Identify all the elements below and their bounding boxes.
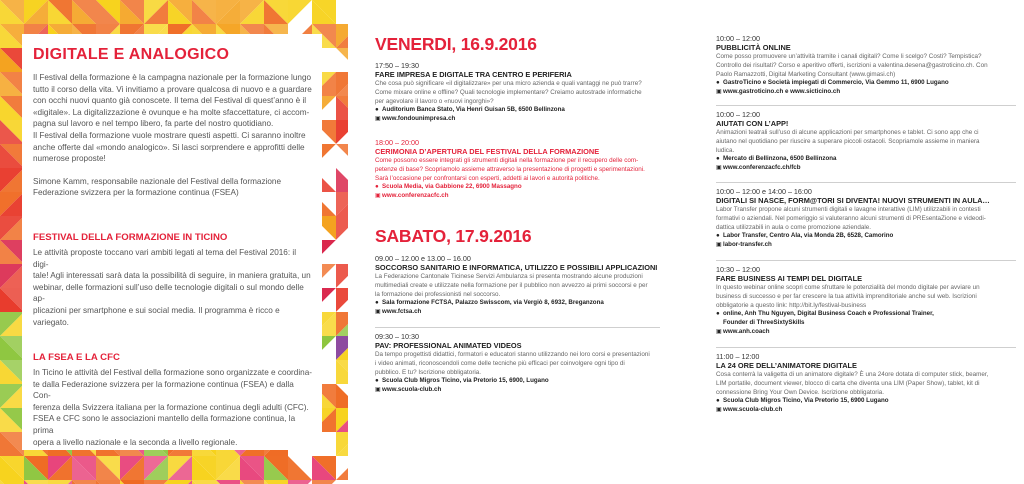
event-title: SOCCORSO SANITARIO E INFORMATICA, UTILIZZO E POSSIBILI APPLICAZIONI xyxy=(375,263,658,272)
event-time: 10:30 – 12:00 xyxy=(716,265,760,274)
triangle-tile xyxy=(216,480,240,484)
event-web[interactable]: www.gastroticino.ch e www.sicticino.ch xyxy=(723,87,841,95)
event-desc: Cosa conterrà la valigetta di un animatore digitale? È una 24ore dotata di computer stick, beamer, xyxy=(716,371,989,378)
event-title: PAV: PROFESSIONAL ANIMATED VIDEOS xyxy=(375,341,522,350)
program-column-right xyxy=(716,34,1016,454)
event-desc: In questo webinar online scopri come sfruttare le potenzialità del mondo digitale per avviare un xyxy=(716,284,980,291)
event-time: 17:50 – 19:30 xyxy=(375,61,419,70)
friday-title: VENERDI, 16.9.2016 xyxy=(375,34,537,54)
event-web[interactable]: www.scuola-club.ch xyxy=(382,385,442,393)
web-link-icon: ▣ xyxy=(375,307,381,315)
saturday-title: SABATO, 17.9.2016 xyxy=(375,226,532,246)
triangle-tile xyxy=(264,480,288,484)
event-title: AIUTATI CON L’APP! xyxy=(716,119,789,128)
event-place: Scuola Club Migros Ticino, Via Pretorio 15, 6900 Lugano xyxy=(723,397,889,405)
event-web[interactable]: www.anh.coach xyxy=(723,327,770,335)
ticino-text xyxy=(33,247,312,328)
ticino-line: tale! Agli interessati sarà data la possibilità di seguire, in maniera gratuita, un xyxy=(33,271,311,281)
signature-line: Simone Kamm, responsabile nazionale del Festival della formazione xyxy=(33,176,282,186)
event-desc: aiutano nel quotidiano per riuscire a superare piccoli ostacoli. Scopriamole assieme in maniera xyxy=(716,137,980,145)
event-cerimonia xyxy=(375,138,660,201)
triangle-tile xyxy=(312,480,336,484)
web-link-icon: ▣ xyxy=(375,191,381,199)
event-web[interactable]: www.conferenzacfc.ch/fcb xyxy=(723,163,801,171)
web-link-icon: ▣ xyxy=(375,385,381,393)
event-desc: La Federazione Cantonale Ticinese Servizi Ambulanza si presenta mostrando alcune produzioni xyxy=(375,273,643,280)
event-web-link[interactable] xyxy=(375,192,660,201)
event-desc: formativi o aziendali. Nel pomeriggio si valuteranno alcuni strumenti di PREsentaZione e videodi- xyxy=(716,214,986,222)
event-place-extra: Founder di ThreeSixtySkills xyxy=(723,318,805,326)
event-desc: Come mixare online e offline? Quali tecnologie implementare? Creiamo autostrade informatiche xyxy=(375,88,642,96)
page-title: DIGITALE E ANALOGICO xyxy=(33,46,230,63)
event-desc: Labor Transfer propone alcuni strumenti digitali e lavagne interattive (LIM) utilizzabili in contesti xyxy=(716,206,981,213)
event-desc: multimediali create e utilizzate nella formazione per il pubblico non avvezzo ai primi soccorsi e per xyxy=(375,281,648,289)
event-title: FARE BUSINESS AI TEMPI DEL DIGITALE xyxy=(716,274,863,283)
event-web[interactable]: www.fondounimpresa.ch xyxy=(382,114,456,122)
location-pin-icon: ● xyxy=(375,106,379,114)
event-place: GastroTicino e Società impiegati di Commercio, Via Gemmo 11, 6900 Lugano xyxy=(723,79,949,87)
intro-line: «digitale». La digitalizzazione è ovunque e ha molte sfaccettature, ci accom- xyxy=(33,107,310,117)
event-pav xyxy=(375,327,660,395)
signature xyxy=(33,176,312,199)
event-aiutati-app xyxy=(716,105,1016,173)
event-web-link[interactable] xyxy=(716,164,1016,173)
triangle-tile xyxy=(144,480,168,484)
ticino-line: plicazioni per smartphone e sui social media. Il programma è ricco e variegato. xyxy=(33,305,280,327)
event-time: 09.00 – 12.00 e 13.00 – 16.00 xyxy=(375,254,471,263)
location-pin-icon: ● xyxy=(375,377,379,385)
web-link-icon: ▣ xyxy=(716,405,722,413)
event-fare-business xyxy=(716,260,1016,336)
web-link-icon: ▣ xyxy=(375,114,381,122)
event-web-link[interactable] xyxy=(375,115,660,124)
event-time: 10:00 – 12:00 e 14:00 – 16:00 xyxy=(716,187,812,196)
event-desc: Che cosa può significare «il digitalizzare» per una micro azienda e quali vantaggi ne può trarre? xyxy=(375,80,642,87)
event-title: CERIMONIA D’APERTURA DEL FESTIVAL DELLA FORMAZIONE xyxy=(375,147,600,156)
fsea-line: te dalla Federazione svizzera per la formazione continua (FSEA) e dalla Con- xyxy=(33,379,294,401)
event-desc: Come possono essere integrati gli strumenti digitali nella formazione per il recupero delle com- xyxy=(375,157,639,164)
location-pin-icon: ● xyxy=(716,310,720,318)
event-web[interactable]: www.conferenzacfc.ch xyxy=(382,191,449,199)
fsea-line: FSEA e CFC sono le associazioni mantello della formazione continua, la prima xyxy=(33,414,296,436)
event-place: Labor Transfer, Centro Ala, via Monda 2B, 6528, Camorino xyxy=(723,232,894,240)
triangle-tile xyxy=(96,480,120,484)
event-digitali-si-nasce xyxy=(716,182,1016,250)
event-place: Auditorium Banca Stato, Via Henri Guisan 5B, 6500 Bellinzona xyxy=(382,106,565,114)
triangle-tile xyxy=(0,480,24,484)
event-title: PUBBLICITÀ ONLINE xyxy=(716,43,791,52)
event-pubblicita-online xyxy=(716,34,1016,97)
event-desc: pubblico. E tu? Iscrizione obbligatoria. xyxy=(375,368,482,376)
triangle-tile xyxy=(168,480,192,484)
intro-line: Il Festival della formazione è la campagna nazionale per la formazione lungo xyxy=(33,73,312,82)
event-desc: ludica. xyxy=(716,146,735,154)
ticino-title: FESTIVAL DELLA FORMAZIONE IN TICINO xyxy=(33,231,228,243)
triangle-tile xyxy=(24,480,48,484)
event-desc: Sarà l’occasione per confrontarsi con esperti, addetti ai lavori e autorità politiche. xyxy=(375,174,600,182)
event-place: Sala formazione FCTSA, Palazzo Swisscom, via Vergiò 8, 6932, Breganzona xyxy=(382,299,604,307)
fsea-line: ferenza della Svizzera italiana per la formazione continua degli adulti (CFC). xyxy=(33,402,309,412)
fsea-title: LA FSEA E LA CFC xyxy=(33,352,120,364)
event-desc: business di successo e per far crescere la tua attività imprenditoriale anche sul web. Iscrizioni xyxy=(716,292,977,300)
event-desc: obbligatorie a questo link: http://bit.ly/festival-business xyxy=(716,301,867,309)
event-web[interactable]: www.scuola-club.ch xyxy=(723,405,783,413)
ticino-line: Le attività proposte toccano vari ambiti legati al tema del Festival 2016: il digi- xyxy=(33,247,297,269)
location-pin-icon: ● xyxy=(375,183,379,191)
intro-line: Il Festival della formazione vuole mostrare questi aspetti. Ci saranno inoltre xyxy=(33,130,306,140)
event-time: 11:00 – 12:00 xyxy=(716,352,760,361)
intro-line: anche offerte dal «mondo analogico». Si lasci sorprendere e approfitti delle xyxy=(33,142,305,152)
event-web-link[interactable] xyxy=(716,406,1016,415)
event-desc: Paolo Ramazzotti, Digital Marketing Consultant (www.gimasi.ch) xyxy=(716,70,896,78)
event-web-link[interactable] xyxy=(716,88,1016,97)
event-desc: connessione Bring Your Own Device. Iscrizione obbligatoria. xyxy=(716,388,885,396)
event-web-link[interactable] xyxy=(375,386,660,395)
event-web-link[interactable] xyxy=(716,328,1016,337)
event-desc: Animazioni teatrali sull’uso di alcune applicazioni per smartphones e tablet. Ci sono app che ci xyxy=(716,129,979,136)
event-place: Scuola Club Migros Ticino, via Pretorio 15, 6900, Lugano xyxy=(382,377,549,385)
triangle-tile xyxy=(120,480,144,484)
triangle-tile xyxy=(48,480,72,484)
fsea-line: In Ticino le attività del Festival della formazione sono organizzate e coordina- xyxy=(33,368,312,378)
web-link-icon: ▣ xyxy=(716,327,722,335)
intro-text xyxy=(33,72,312,165)
ticino-line: webinar, delle formazioni sull’uso delle tecnologie digitali o sul mondo delle ap- xyxy=(33,282,304,304)
event-time: 10:00 – 12:00 xyxy=(716,34,760,43)
event-time: 09:30 – 10:30 xyxy=(375,332,419,341)
event-desc: Controllo dei risultati? Corso e aperitivo offerti, iscrizioni a valentina.desena@gastroticino.ch. Con xyxy=(716,61,988,69)
fsea-text xyxy=(33,367,312,448)
event-place: Mercato di Bellinzona, 6500 Bellinzona xyxy=(723,155,837,163)
event-place: Scuola Media, via Gabbione 22, 6900 Massagno xyxy=(382,183,522,191)
event-web[interactable]: labor-transfer.ch xyxy=(723,240,772,248)
intro-line: tutto il corso della vita. Vi invitiamo a provare qualcosa di nuovo e a guardare xyxy=(33,84,312,94)
event-title: LA 24 ORE DELL’ANIMATORE DIGITALE xyxy=(716,361,857,370)
triangle-tile xyxy=(336,480,348,484)
fsea-line: opera a livello nazionale e la seconda a livello regionale. xyxy=(33,437,238,447)
triangle-tile xyxy=(240,480,264,484)
event-fctsa xyxy=(375,254,660,317)
web-link-icon: ▣ xyxy=(716,87,722,95)
event-web[interactable]: www.fctsa.ch xyxy=(382,307,422,315)
event-desc: dattica utilizzabili in aula o come promozione aziendale. xyxy=(716,223,872,231)
location-pin-icon: ● xyxy=(716,232,720,240)
event-desc: per agevolare il lavoro o «nuovi ingorghi»? xyxy=(375,97,494,105)
event-desc: la formazione dei professionisti nel soccorso. xyxy=(375,290,501,298)
intro-line: con occhi nuovi quanto già conoscete. Il tema del Festival di quest’anno è il xyxy=(33,96,307,106)
program-column-middle xyxy=(375,34,660,454)
event-web-link[interactable] xyxy=(716,241,1016,250)
event-web-link[interactable] xyxy=(375,308,660,317)
event-fondounimpresa xyxy=(375,61,660,124)
event-desc: i video animati, riconoscendoli come delle tecniche più efficaci per coinvolgere ogni tipo di xyxy=(375,359,625,367)
location-pin-icon: ● xyxy=(716,155,720,163)
intro-panel xyxy=(22,34,322,450)
location-pin-icon: ● xyxy=(375,299,379,307)
web-link-icon: ▣ xyxy=(716,163,722,171)
location-pin-icon: ● xyxy=(716,79,720,87)
event-place: online, Anh Thu Nguyen, Digital Business Coach e Professional Trainer, xyxy=(723,310,934,318)
event-time: 18:00 – 20:00 xyxy=(375,138,419,147)
location-pin-icon: ● xyxy=(716,397,720,405)
signature-line: Federazione svizzera per la formazione continua (FSEA) xyxy=(33,188,239,198)
event-desc: petenze di base? Scopriamolo assieme attraverso la presentazione di progetti e sperimentazioni. xyxy=(375,165,645,173)
event-title: FARE IMPRESA E DIGITALE TRA CENTRO E PERIFERIA xyxy=(375,70,572,79)
triangle-tile xyxy=(288,480,312,484)
event-desc: LIM portatile, document viewer, blocco di carta che diventa una LIM (Paper Show), tablet, kit di xyxy=(716,379,980,387)
event-desc: Come posso promuovere un’attività tramite i canali digitali? Come li scelgo? Costi? Tempistica? xyxy=(716,53,982,60)
intro-line: numerose proposte! xyxy=(33,154,106,164)
event-desc: Da tempo progettisti didattici, formatori e educatori stanno utilizzando nei loro corsi e presentazioni xyxy=(375,351,650,358)
triangle-tile xyxy=(72,480,96,484)
event-time: 10:00 – 12:00 xyxy=(716,110,760,119)
triangle-tile xyxy=(192,480,216,484)
intro-line: pagna sul lavoro e nel tempo libero, fa parte del nostro quotidiano. xyxy=(33,119,274,129)
event-24-ore-animatore xyxy=(716,347,1016,415)
event-title: DIGITALI SI NASCE, FORM@TORI SI DIVENTA! NUOVI STRUMENTI IN AULA… xyxy=(716,196,990,205)
web-link-icon: ▣ xyxy=(716,240,722,248)
